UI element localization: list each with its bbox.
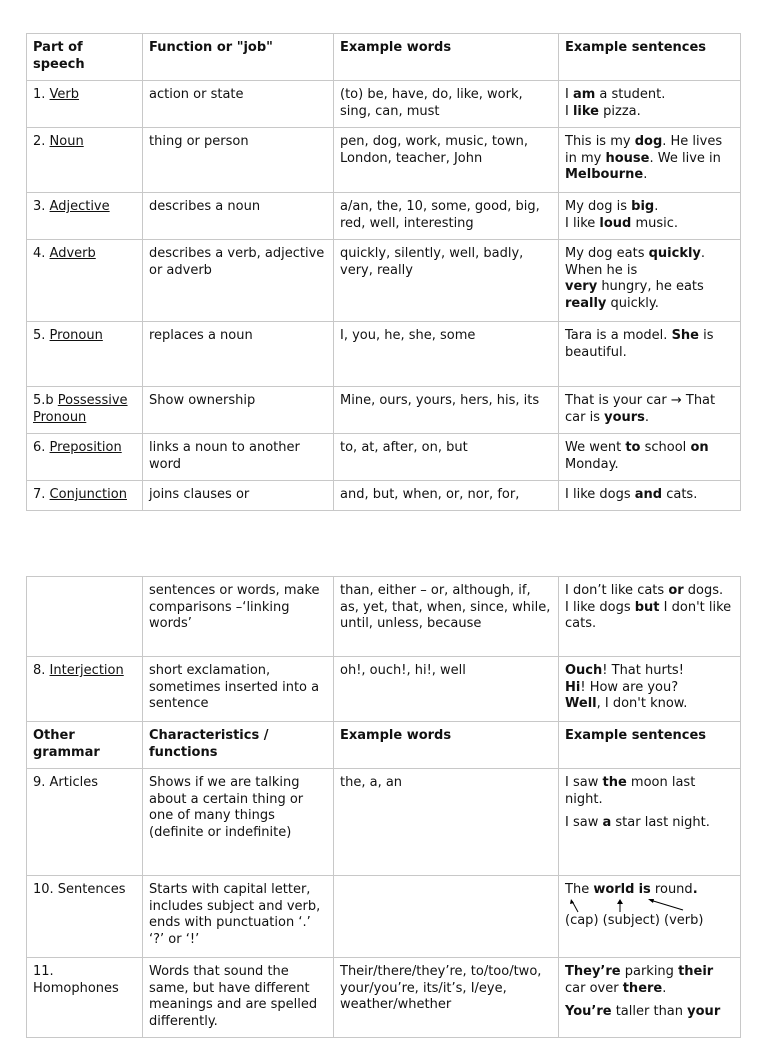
example-sentence bbox=[565, 246, 734, 279]
example-sentences-cell bbox=[559, 481, 741, 511]
function-cell: thing or person bbox=[143, 128, 334, 193]
bold-example-word: big bbox=[631, 199, 655, 214]
example-sentence bbox=[565, 583, 734, 600]
part-of-speech-cell bbox=[27, 322, 143, 387]
example-sentences-cell bbox=[559, 577, 741, 657]
example-text: . bbox=[644, 409, 650, 425]
example-sentence bbox=[565, 279, 734, 312]
example-words-cell: pen, dog, work, music, town, London, teacher, John bbox=[334, 128, 559, 193]
example-sentences-cell bbox=[559, 322, 741, 387]
example-text: taller than bbox=[611, 1004, 688, 1019]
example-text: school bbox=[640, 440, 691, 455]
example-text: is beautiful. bbox=[565, 328, 714, 360]
bold-example-word: Well bbox=[565, 696, 597, 711]
example-text: My dog is bbox=[565, 199, 632, 214]
example-text: hungry, he eats bbox=[597, 279, 704, 294]
example-text: . He lives in my bbox=[565, 134, 723, 166]
example-sentences-cell bbox=[559, 657, 741, 722]
example-text: That is your car → That car is bbox=[565, 393, 716, 425]
example-text: is bbox=[638, 882, 651, 897]
example-text: star last night. bbox=[611, 815, 710, 830]
header-example-sentences: Example sentences bbox=[559, 722, 741, 769]
example-text: T bbox=[565, 882, 573, 897]
bold-example-word: Ouch bbox=[565, 663, 603, 678]
example-text: parking bbox=[620, 964, 679, 979]
bold-example-word: on bbox=[690, 440, 709, 455]
table-row bbox=[27, 958, 741, 1038]
possessive-pronoun-link[interactable]: Possessive Pronoun bbox=[33, 393, 128, 425]
example-sentences-cell bbox=[559, 434, 741, 481]
part-of-speech-cell bbox=[27, 81, 143, 128]
example-text: This is my bbox=[565, 134, 635, 149]
annotation-text: (cap) (subject) (verb) bbox=[565, 912, 704, 928]
example-words-cell: a/an, the, 10, some, good, big, red, well, interesting bbox=[334, 193, 559, 240]
other-grammar-table bbox=[26, 576, 741, 1038]
part-of-speech-cell bbox=[27, 481, 143, 511]
example-text: . We live in bbox=[649, 150, 721, 166]
example-words-cell: and, but, when, or, nor, for, bbox=[334, 481, 559, 511]
grammar-name-cell: 10. Sentences bbox=[27, 876, 143, 958]
function-cell: sentences or words, make comparisons –‘linking words’ bbox=[143, 577, 334, 657]
table-row bbox=[27, 481, 741, 511]
example-text: . bbox=[654, 199, 659, 214]
example-sentences-cell bbox=[559, 193, 741, 240]
example-text: dogs. bbox=[683, 583, 724, 598]
example-text: moon last night. bbox=[565, 775, 696, 807]
example-text: pizza. bbox=[599, 103, 641, 119]
example-text: cats. bbox=[662, 487, 698, 502]
table-row bbox=[27, 322, 741, 387]
table-row bbox=[27, 577, 741, 657]
example-sentence bbox=[565, 487, 734, 504]
example-text: I bbox=[565, 87, 573, 102]
bold-example-word: am bbox=[572, 87, 596, 102]
part-of-speech-cell bbox=[27, 240, 143, 322]
example-sentence bbox=[565, 600, 734, 633]
example-text: I like dogs bbox=[565, 487, 635, 502]
pronoun-link[interactable]: Pronoun bbox=[49, 328, 103, 343]
bold-example-word: quickly bbox=[648, 246, 701, 261]
example-text: their bbox=[678, 964, 714, 979]
function-cell: describes a noun bbox=[143, 193, 334, 240]
example-text: I don’t like cats bbox=[565, 583, 669, 598]
example-text: ! That hurts! bbox=[602, 663, 684, 678]
example-sentence bbox=[565, 393, 734, 426]
example-text: ! How are you? bbox=[580, 679, 679, 695]
example-sentences-cell bbox=[559, 958, 741, 1038]
example-sentence bbox=[565, 104, 734, 121]
example-words-cell: I, you, he, she, some bbox=[334, 322, 559, 387]
example-sentence bbox=[565, 199, 734, 216]
row-number: 2. bbox=[33, 134, 50, 149]
bold-example-word: Melbourne bbox=[565, 167, 644, 182]
table-row bbox=[27, 876, 741, 958]
example-words-cell: quickly, silently, well, badly, very, really bbox=[334, 240, 559, 322]
bold-example-word: loud bbox=[599, 215, 632, 231]
bold-example-word: the bbox=[602, 775, 627, 790]
table-row bbox=[27, 193, 741, 240]
grammar-name-cell: 11. Homophones bbox=[27, 958, 143, 1038]
example-sentence bbox=[565, 216, 734, 233]
example-sentences-cell bbox=[559, 387, 741, 434]
conjunction-link[interactable]: Conjunction bbox=[49, 487, 127, 502]
bold-example-word: yours bbox=[604, 409, 645, 425]
row-number: 3. bbox=[33, 199, 50, 214]
row-number: 1. bbox=[33, 87, 50, 102]
bold-example-word: to bbox=[625, 440, 641, 455]
part-of-speech-cell bbox=[27, 193, 143, 240]
interjection-link[interactable]: Interjection bbox=[49, 663, 124, 678]
example-text: We went bbox=[565, 440, 626, 455]
header-part-of-speech: Part of speech bbox=[27, 34, 143, 81]
example-text: I saw bbox=[565, 775, 603, 790]
example-text: Tara is a model. bbox=[565, 328, 672, 343]
example-sentences-cell bbox=[559, 240, 741, 322]
example-text: your bbox=[687, 1004, 721, 1019]
example-sentence bbox=[565, 696, 734, 713]
example-words-cell: (to) be, have, do, like, work, sing, can, must bbox=[334, 81, 559, 128]
header-row bbox=[27, 722, 741, 769]
example-sentences-cell bbox=[559, 876, 741, 958]
example-text: . bbox=[662, 980, 667, 996]
example-text: I don't like cats. bbox=[565, 599, 732, 631]
example-text: You’re bbox=[565, 1004, 612, 1019]
row-number: 7. bbox=[33, 487, 50, 502]
annotation-arrows-icon bbox=[565, 899, 735, 913]
bold-example-word: a bbox=[602, 815, 612, 830]
example-text: . When he is bbox=[565, 246, 706, 278]
row-number: 5.b bbox=[33, 393, 58, 408]
example-text: car over bbox=[565, 980, 623, 996]
header-example-words: Example words bbox=[334, 722, 559, 769]
bold-example-word: or bbox=[668, 583, 684, 598]
part-of-speech-cell: 8. Interjection bbox=[27, 657, 143, 722]
example-text: . bbox=[643, 167, 648, 182]
bold-example-word: like bbox=[572, 103, 599, 119]
example-sentence bbox=[565, 87, 734, 104]
example-text: My dog eats bbox=[565, 246, 649, 261]
example-text: I like bbox=[565, 215, 600, 231]
preposition-link[interactable]: Preposition bbox=[49, 440, 122, 455]
example-text: They’re bbox=[565, 964, 621, 979]
example-text: . bbox=[692, 882, 698, 897]
example-text: I bbox=[565, 103, 573, 119]
function-cell: links a noun to another word bbox=[143, 434, 334, 481]
example-text: quickly. bbox=[606, 295, 659, 311]
part-of-speech-cell bbox=[27, 387, 143, 434]
part-of-speech-cell bbox=[27, 128, 143, 193]
noun-link[interactable]: Noun bbox=[49, 134, 84, 149]
example-text: , I don't know. bbox=[596, 696, 688, 711]
function-cell: action or state bbox=[143, 81, 334, 128]
example-text: he bbox=[572, 882, 594, 897]
example-text: Monday. bbox=[565, 456, 619, 472]
bold-example-word: very bbox=[565, 279, 598, 294]
bold-example-word: Hi bbox=[565, 679, 581, 695]
table-row bbox=[27, 657, 741, 722]
example-sentence bbox=[565, 680, 734, 697]
bold-example-word: really bbox=[565, 295, 607, 311]
row-number: 6. bbox=[33, 440, 50, 455]
characteristics-cell: Starts with capital letter, includes subject and verb, ends with punctuation ‘.’ ‘?’ or ‘!’ bbox=[143, 876, 334, 958]
function-cell: replaces a noun bbox=[143, 322, 334, 387]
characteristics-cell: Shows if we are talking about a certain thing or one of many things (definite or indefinite) bbox=[143, 769, 334, 876]
example-words-cell bbox=[334, 876, 559, 958]
verb-link[interactable]: Verb bbox=[49, 87, 80, 102]
adjective-link[interactable]: Adjective bbox=[49, 199, 110, 214]
example-text: there bbox=[622, 980, 663, 996]
example-sentence bbox=[565, 134, 734, 184]
bold-example-word: dog bbox=[634, 134, 663, 149]
example-text: world bbox=[593, 882, 635, 897]
example-sentence bbox=[565, 663, 734, 680]
example-words-cell: oh!, ouch!, hi!, well bbox=[334, 657, 559, 722]
example-text: round bbox=[650, 882, 693, 897]
parts-of-speech-table bbox=[26, 33, 741, 511]
header-row bbox=[27, 34, 741, 81]
table-row bbox=[27, 387, 741, 434]
function-cell: short exclamation, sometimes inserted into a sentence bbox=[143, 657, 334, 722]
header-other-grammar: Other grammar bbox=[27, 722, 143, 769]
part-of-speech-cell bbox=[27, 434, 143, 481]
bold-example-word: house bbox=[605, 150, 650, 166]
bold-example-word: and bbox=[634, 487, 663, 502]
header-example-sentences: Example sentences bbox=[559, 34, 741, 81]
function-cell: describes a verb, adjective or adverb bbox=[143, 240, 334, 322]
table-row bbox=[27, 434, 741, 481]
row-number: 4. bbox=[33, 246, 50, 261]
header-characteristics: Characteristics / functions bbox=[143, 722, 334, 769]
example-text: I saw bbox=[565, 815, 603, 830]
example-words-cell: Their/there/they’re, to/too/two, your/you’re, its/it’s, I/eye, weather/whether bbox=[334, 958, 559, 1038]
function-cell: Show ownership bbox=[143, 387, 334, 434]
table-row bbox=[27, 769, 741, 876]
example-sentences-cell bbox=[559, 128, 741, 193]
bold-example-word: She bbox=[671, 328, 699, 343]
example-sentence bbox=[565, 440, 734, 473]
table-row bbox=[27, 240, 741, 322]
characteristics-cell: Words that sound the same, but have different meanings and are spelled differently. bbox=[143, 958, 334, 1038]
example-words-cell: to, at, after, on, but bbox=[334, 434, 559, 481]
example-sentences-cell bbox=[559, 769, 741, 876]
example-text: music. bbox=[631, 215, 679, 231]
example-sentence bbox=[565, 328, 734, 361]
adverb-link[interactable]: Adverb bbox=[49, 246, 96, 261]
header-example-words: Example words bbox=[334, 34, 559, 81]
example-text: I like dogs bbox=[565, 599, 635, 615]
bold-example-word: but bbox=[634, 599, 660, 615]
row-number: 5. bbox=[33, 328, 50, 343]
example-words-cell: the, a, an bbox=[334, 769, 559, 876]
cell-empty bbox=[27, 577, 143, 657]
function-cell: joins clauses or bbox=[143, 481, 334, 511]
example-words-cell: than, either – or, although, if, as, yet, that, when, since, while, until, unless, because bbox=[334, 577, 559, 657]
header-function: Function or "job" bbox=[143, 34, 334, 81]
example-words-cell: Mine, ours, yours, hers, his, its bbox=[334, 387, 559, 434]
example-text: a student. bbox=[595, 87, 666, 102]
table-row bbox=[27, 81, 741, 128]
table-row bbox=[27, 128, 741, 193]
example-sentences-cell bbox=[559, 81, 741, 128]
grammar-name-cell: 9. Articles bbox=[27, 769, 143, 876]
